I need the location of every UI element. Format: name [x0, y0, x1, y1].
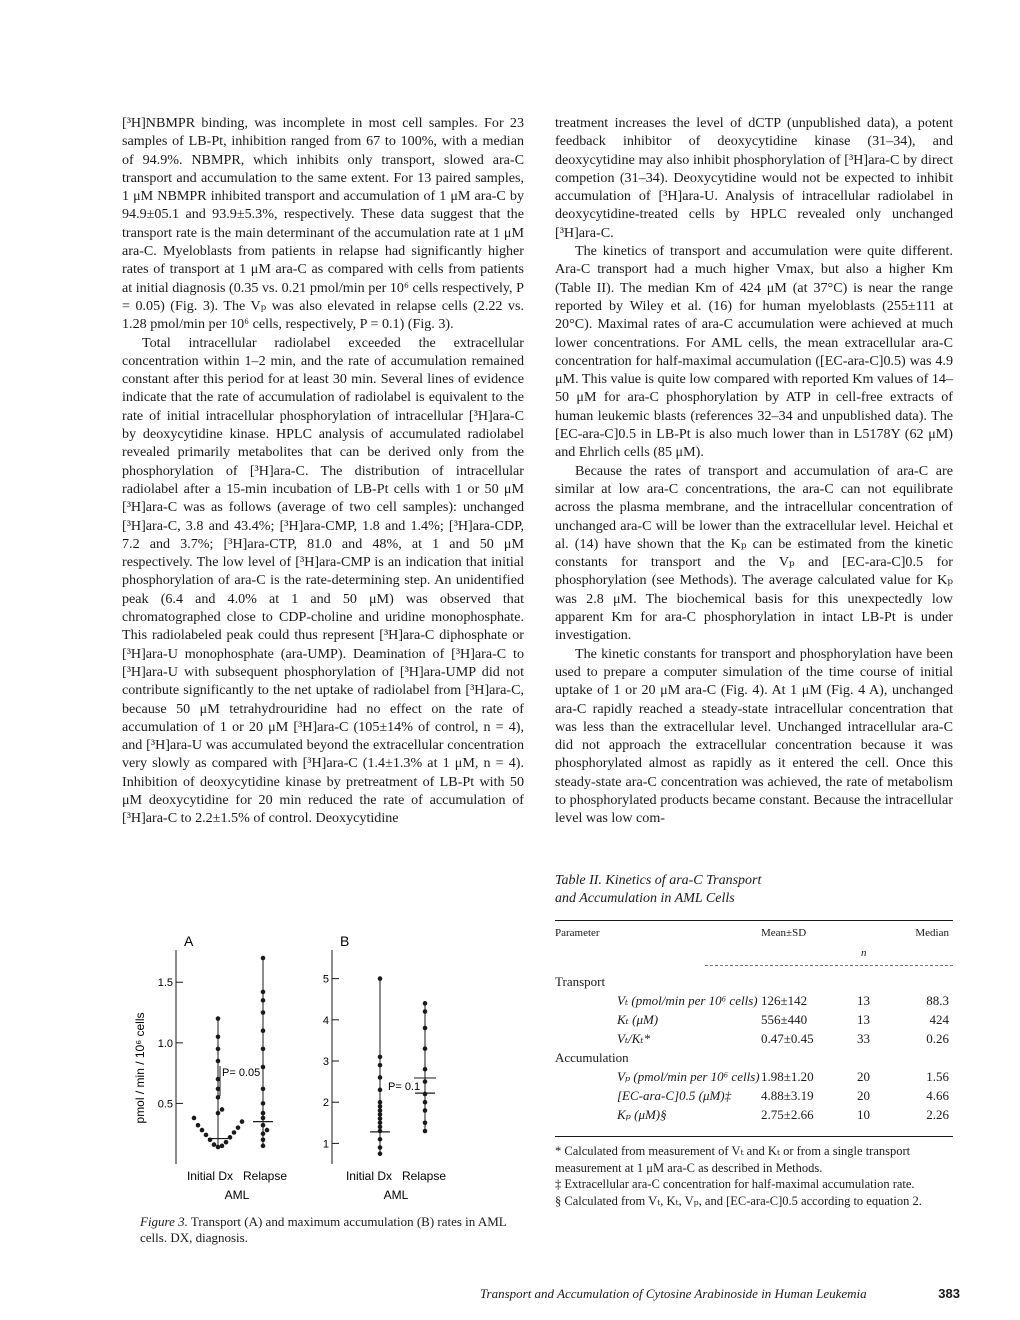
data-point: [261, 1028, 266, 1033]
data-point: [261, 998, 266, 1003]
panel-a-label: A: [184, 933, 194, 949]
data-point: [423, 1046, 428, 1051]
data-point: [220, 1144, 225, 1149]
data-point: [216, 1047, 221, 1052]
left-paragraph-1: [³H]NBMPR binding, was incomplete in most cell samples. For 23 samples of LB-Pt, inhibition ranged from 67 to 100%, with a median of 94.9%. NBMPR, which inhibits only transport, slowed ara-C transport and accumulation to the same extent. For 13 paired samples, 1 μM NBMPR inhibited transport and accumulation of 1 μM ara-C by 94.9±05.1 and 93.9±5.3%, respectively. These data suggest that the transport rate is the main determinant of the accumulation rate at 1 μM ara-C. Myeloblasts from patients in relapse had significantly higher rates of transport at 1 μM ara-C as compared with cells from patients at initial diagnosis (0.35 vs. 0.21 pmol/min per 10⁶ cells respectively, P = 0.05) (Fig. 3). The Vₚ was also elevated in relapse cells (2.22 vs. 1.28 pmol/min per 10⁶ cells, respectively, P = 0.1) (Fig. 3).: [122, 115, 524, 333]
data-point: [261, 1144, 266, 1149]
table-cell-median: 0.26: [926, 1031, 949, 1046]
y-tick-label: 4: [322, 1014, 329, 1027]
table-cell-parameter: Kₜ (μM): [617, 1012, 659, 1027]
table-2: [555, 920, 953, 1209]
data-point: [378, 1088, 383, 1093]
table-cell-parameter: [EC-ara-C]0.5 (μM)‡: [617, 1088, 732, 1103]
data-point: [378, 1125, 383, 1130]
data-point: [378, 1100, 383, 1105]
p-value-annotation: P= 0.1: [388, 1081, 421, 1093]
data-point: [378, 1112, 383, 1117]
left-paragraph-2: Total intracellular radiolabel exceeded the extracellular concentration within 1–2 min, and the rate of accumulation remained constant after this period for at least 30 min. Several lines of evidence indicate that the rate of accumulation of radiolabel is equivalent to the rate of initial intracellular phosphorylation of intracellular [³H]ara-C by deoxycytidine kinase. HPLC analysis of accumulated radiolabel revealed primarily metabolites that can be derived only from the phosphorylation of [³H]ara-C. The distribution of intracellular radiolabel after a 15-min incubation of LB-Pt cells with 1 or 50 μM [³H]ara-C was as follows (average of two cell samples): unchanged [³H]ara-C, 3.8 and 43.4%; [³H]ara-CMP, 1.8 and 1.4%; [³H]ara-CDP, 7.2 and 3.7%; [³H]ara-CTP, 81.0 and 48%, at 1 and 50 μM respectively. The low level of [³H]ara-CMP is an indication that initial phosphorylation of ara-C is the rate-determining step. An unidentified peak (6.4 and 4.0% at 1 and 50 μM) was observed that chromatographed close to CDP-choline and uridine monophosphate. This radiolabeled peak could thus represent [³H]ara-C diphosphate or [³H]ara-U monophosphate (ara-UMP). Deamination of [³H]ara-C to [³H]ara-U with subsequent phosphorylation of [³H]ara-UMP did not contribute significantly to the net uptake of radiolabel from [³H]ara-C, because 50 μM tetrahydrouridine had no effect on the rate of accumulation of 1 or 20 μM [³H]ara-C (105±14% of control, n = 4), and [³H]ara-U was accumulated beyond the extracellular concentration very slowly as compared with [³H]ara-C (1.4±1.3% at 1 μM, n = 4). Inhibition of deoxycytidine kinase by pretreatment of LB-Pt with 50 μM deoxycytidine for 20 min reduced the rate of accumulation of [³H]ara-C to 2.2±1.5% of control. Deoxycytidine: [122, 334, 524, 827]
data-point: [216, 1016, 221, 1021]
right-paragraph-4: The kinetic constants for transport and phosphorylation have been used to prepare a computer simulation of the time course of initial uptake of 1 or 20 μM ara-C (Fig. 4). At 1 μM (Fig. 4 A), unchanged ara-C rapidly reached a steady-state intracellular concentration that was less than the extracellular level. Unchanged intracellular ara-C did not approach the extracellular concentration because it was phosphorylated almost as rapidly as it entered the cell. Once this steady-state ara-C concentration was achieved, the rate of metabolism to phosphorylated products became constant. Because the intracellular level was low com-: [555, 645, 953, 827]
data-point: [224, 1140, 229, 1145]
data-point: [261, 1123, 266, 1128]
running-title: Transport and Accumulation of Cytosine Arabinoside in Human Leukemia: [480, 1286, 867, 1301]
data-point: [378, 1108, 383, 1113]
table-cell-parameter: Vₜ/Kₜ*: [617, 1031, 651, 1046]
table-row: [555, 1086, 953, 1105]
right-paragraph-2: The kinetics of transport and accumulation were quite different. Ara-C transport had a much higher Vmax, but also a higher Km (Table II). The median Km of 424 μM (at 37°C) is near the range reported by Wiley et al. (16) for human myeloblasts (255±111 at 20°C). Maximal rates of ara-C accumulation were achieved at much lower concentrations. For AML cells, the mean extracellular ara-C concentration for half-maximal accumulation ([EC-ara-C]0.5) was 4.9 μM. This value is quite low compared with reported Km values of 14–50 μM for ara-C phosphorylation by ATP in cell-free extracts of human leukemic blasts (references 32–34 and unpublished data). The [EC-ara-C]0.5 in LB-Pt is also much lower than in L5178Y (62 μM) and Ehrlich cells (85 μM).: [555, 243, 953, 461]
data-point: [378, 1137, 383, 1142]
data-point: [192, 1116, 197, 1121]
table-cell-parameter: Vₚ (pmol/min per 10⁶ cells): [617, 1069, 760, 1084]
data-point: [423, 1026, 428, 1031]
table-cell-parameter: Transport: [555, 974, 606, 989]
data-point: [378, 1121, 383, 1126]
table-cell-n: 33: [857, 1031, 870, 1046]
y-axis-label: pmol / min / 10⁶ cells: [133, 1012, 147, 1124]
table-cell-median: 1.56: [926, 1069, 949, 1084]
table-cell-median: 2.26: [926, 1107, 949, 1122]
figure-3-plot: [122, 928, 526, 1213]
table-cell-mean: 556±440: [761, 1012, 808, 1027]
table-body: [555, 966, 953, 1124]
table-cell-median: 424: [929, 1012, 949, 1027]
data-point: [261, 990, 266, 995]
data-point: [261, 1116, 266, 1121]
data-point: [216, 1059, 221, 1064]
right-paragraph-3: Because the rates of transport and accumulation of ara-C are similar at low ara-C concentrations, the ara-C can not equilibrate across the plasma membrane, and the intracellular concentration of unchanged ara-C will be lower than the extracellular level. Heichal et al. (14) have shown that the Kₚ can be estimated from the kinetic constants for transport and the Vₚ and [EC-ara-C]0.5 for phosphorylation (see Methods). The average calculated value for Kₚ was 2.8 μM. The biochemical basis for this unexpectedly low apparent Km for ara-C phosphorylation in intact LB-Pt is under investigation.: [555, 462, 953, 644]
data-point: [204, 1133, 209, 1138]
y-tick-label: 1.5: [157, 977, 173, 990]
table-title-line-2: and Accumulation in AML Cells: [555, 891, 735, 906]
data-point: [261, 1111, 266, 1116]
panel-a: [158, 950, 273, 1164]
data-point: [232, 1130, 237, 1135]
data-point: [261, 1010, 266, 1015]
figure-3: [122, 928, 526, 1248]
data-point: [216, 1145, 221, 1150]
p-value-annotation: P= 0.05: [222, 1067, 261, 1079]
data-point: [212, 1142, 217, 1147]
y-tick-label: 3: [322, 1056, 329, 1068]
data-point: [216, 1111, 221, 1116]
data-point: [261, 1131, 266, 1136]
group-label-a: AML: [224, 1188, 250, 1202]
table-cell-parameter: Kₚ (μM)§: [617, 1107, 667, 1122]
header-parameter: Parameter: [555, 927, 600, 939]
header-median: Median: [915, 927, 949, 939]
table-cell-n: 13: [857, 993, 870, 1008]
data-point: [261, 1087, 266, 1092]
data-point: [265, 1128, 270, 1133]
x-axis-label-a: Initial Dx Relapse: [186, 1169, 288, 1183]
y-tick-label: 1: [322, 1138, 329, 1151]
data-point: [378, 1075, 383, 1080]
data-point: [196, 1123, 201, 1128]
x-axis-label-b: Initial Dx Relapse: [345, 1169, 447, 1183]
data-point: [423, 1121, 428, 1126]
data-point: [423, 1129, 428, 1134]
data-point: [261, 1047, 266, 1052]
data-point: [378, 1055, 383, 1060]
page-number: 383: [938, 1286, 960, 1301]
data-point: [423, 1100, 428, 1105]
data-point: [261, 1065, 266, 1070]
table-row: [555, 1105, 953, 1124]
page-footer: [480, 1286, 960, 1302]
right-paragraph-1: treatment increases the level of dCTP (unpublished data), a potent feedback inhibitor of deoxycytidine kinase (31–34), and deoxycytidine may also inhibit phosphorylation of [³H]ara-C by direct competion (31–34). Deoxycytidine would not be expected to inhibit accumulation of [³H]ara-U. Analysis of intracellular radiolabel in deoxycytidine-treated cells by HPLC revealed only unchanged [³H]ara-C.: [555, 115, 953, 241]
table-title: [555, 872, 761, 908]
data-point: [423, 1001, 428, 1006]
y-tick-label: 1.0: [157, 1037, 173, 1050]
table-row: [555, 1029, 953, 1048]
footnote-1: * Calculated from measurement of Vₜ and Kₜ or from a single transport measurement at 1 μM ara-C as described in Methods.: [555, 1144, 911, 1175]
table-title-line-1: Table II. Kinetics of ara-C Transport: [555, 873, 762, 888]
data-point: [200, 1128, 205, 1133]
data-point: [378, 1151, 383, 1156]
data-point: [378, 976, 383, 981]
y-tick-label: 2: [322, 1097, 329, 1110]
table-cell-n: 10: [857, 1107, 870, 1122]
table-cell-mean: 4.88±3.19: [761, 1088, 814, 1103]
figure-caption: [140, 1214, 526, 1246]
table-cell-mean: 1.98±1.20: [761, 1069, 814, 1084]
table-cell-mean: 2.75±2.66: [761, 1107, 814, 1122]
data-point: [378, 1145, 383, 1150]
table-cell-n: 20: [857, 1088, 870, 1103]
table-cell-mean: 126±142: [761, 993, 808, 1008]
header-n: n: [861, 947, 867, 959]
data-point: [423, 1092, 428, 1097]
data-point: [378, 1063, 383, 1068]
data-point: [378, 1116, 383, 1121]
table-cell-parameter: Accumulation: [555, 1050, 629, 1065]
table-row: [555, 1067, 953, 1086]
data-point: [378, 1129, 383, 1134]
right-text-column: [555, 114, 953, 828]
table-cell-median: 4.66: [926, 1088, 949, 1103]
table-cell-median: 88.3: [926, 993, 949, 1008]
data-point: [378, 1104, 383, 1109]
group-label-b: AML: [383, 1188, 409, 1202]
table-cell-n: 20: [857, 1069, 870, 1084]
data-point: [261, 1101, 266, 1106]
data-point: [220, 1107, 225, 1112]
table-row: [555, 1010, 953, 1029]
left-text-column: [122, 114, 524, 828]
table-cell-parameter: Vₜ (pmol/min per 10⁶ cells): [617, 993, 758, 1008]
table-row: [555, 991, 953, 1010]
table-footnotes: [555, 1143, 953, 1209]
footnote-3: § Calculated from Vₜ, Kₜ, Vₚ, and [EC-ara-C]0.5 according to equation 2.: [555, 1193, 922, 1208]
data-point: [228, 1135, 233, 1140]
data-point: [423, 1079, 428, 1084]
header-mean: Mean±SD: [761, 927, 807, 939]
data-point: [423, 1108, 428, 1113]
data-point: [240, 1119, 245, 1124]
footnote-2: ‡ Extracellular ara-C concentration for half-maximal accumulation rate.: [555, 1177, 915, 1191]
y-tick-label: 0.5: [157, 1098, 173, 1111]
data-point: [423, 1009, 428, 1014]
panel-b: [323, 950, 436, 1164]
table-row: [555, 1048, 953, 1067]
caption-text: Transport (A) and maximum accumulation (B) rates in AML cells. DX, diagnosis.: [140, 1214, 507, 1245]
table-header: [555, 921, 953, 945]
table-cell-n: 13: [857, 1012, 870, 1027]
data-point: [423, 1067, 428, 1072]
panel-b-label: B: [340, 933, 350, 949]
caption-label: Figure 3.: [140, 1214, 188, 1229]
table-bottom-rule: [555, 1136, 953, 1137]
y-tick-label: 5: [322, 973, 329, 986]
data-point: [261, 1137, 266, 1142]
table-row: [555, 972, 953, 991]
data-point: [216, 1034, 221, 1039]
table-subheader: [555, 945, 953, 965]
table-cell-mean: 0.47±0.45: [761, 1031, 814, 1046]
data-point: [261, 956, 266, 961]
data-point: [236, 1125, 241, 1130]
